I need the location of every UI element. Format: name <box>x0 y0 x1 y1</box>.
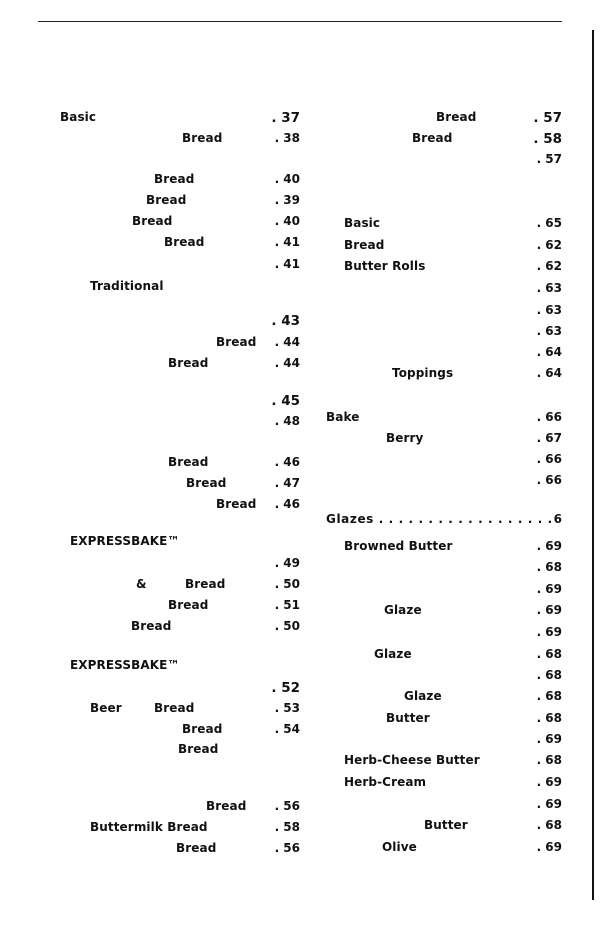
index-page-number: . 54 <box>274 722 300 736</box>
index-page-number: . 69 <box>536 840 562 854</box>
index-entry-label: Bread <box>154 172 195 186</box>
index-page-number: . 69 <box>536 797 562 811</box>
index-entry-label: Olive <box>382 840 417 854</box>
index-entry <box>326 303 562 323</box>
index-entry <box>326 775 562 795</box>
index-page-number: . 58 <box>274 820 300 834</box>
index-entry-label: Butter Rolls <box>344 259 426 273</box>
index-page-number: . 68 <box>536 647 562 661</box>
index-entry <box>38 356 300 376</box>
index-entry <box>326 711 562 731</box>
index-entry <box>326 625 562 645</box>
index-page-number: . 65 <box>536 216 562 230</box>
index-entry <box>38 820 300 840</box>
index-entry-label: Bread <box>176 841 217 855</box>
top-rule <box>38 21 562 22</box>
index-entry-glazes <box>326 512 562 532</box>
index-page-number: . 46 <box>274 497 300 511</box>
index-page-number: . 44 <box>274 335 300 349</box>
index-entry <box>326 259 562 279</box>
index-entry <box>38 534 300 554</box>
index-entry <box>326 818 562 838</box>
index-page-number: . 64 <box>536 366 562 380</box>
index-entry <box>326 216 562 236</box>
index-entry <box>38 279 300 299</box>
index-entry <box>326 238 562 258</box>
index-entry <box>38 235 300 255</box>
index-entry <box>38 257 300 277</box>
index-entry-label: EXPRESSBAKE™ <box>70 658 180 672</box>
index-entry <box>38 476 300 496</box>
index-entry-label: Bread <box>131 619 172 633</box>
index-entry <box>326 110 562 130</box>
index-entry <box>38 658 300 678</box>
index-entry-label: Bread <box>146 193 187 207</box>
index-entry <box>326 452 562 472</box>
index-page-number: . 41 <box>274 235 300 249</box>
index-page-number: . 38 <box>274 131 300 145</box>
index-entry-label: Bake <box>326 410 360 424</box>
right-margin-rule <box>592 30 594 900</box>
index-entry <box>326 560 562 580</box>
index-entry-label: Bread <box>178 742 219 756</box>
index-entry-label: Beer <box>90 701 122 715</box>
index-entry-label: Bread <box>154 701 195 715</box>
index-page-number: . 68 <box>536 818 562 832</box>
index-page-number: . 69 <box>536 539 562 553</box>
index-page-number: . 66 <box>536 452 562 466</box>
index-entry <box>326 668 562 688</box>
index-page-number: . 69 <box>536 603 562 617</box>
index-entry <box>326 797 562 817</box>
index-page-number: . 63 <box>536 324 562 338</box>
index-entry-label: Bread <box>164 235 205 249</box>
index-entry <box>38 577 300 597</box>
index-page-number: . 56 <box>274 799 300 813</box>
index-page-number: . 69 <box>536 625 562 639</box>
index-entry-label: Bread <box>216 335 257 349</box>
index-page-number: . 39 <box>274 193 300 207</box>
index-entry-label: Browned Butter <box>344 539 453 553</box>
index-entry <box>38 598 300 618</box>
index-entry <box>326 689 562 709</box>
index-entry <box>326 582 562 602</box>
index-entry <box>38 172 300 192</box>
index-entry <box>326 131 562 151</box>
index-entry-label: Bread <box>185 577 226 591</box>
index-entry <box>326 366 562 386</box>
index-entry <box>326 603 562 623</box>
index-page-number: . 68 <box>536 711 562 725</box>
index-page-number: . 47 <box>274 476 300 490</box>
index-page-number: . 58 <box>533 131 562 147</box>
index-entry <box>38 131 300 151</box>
index-entry-label: Bread <box>168 598 209 612</box>
index-entry <box>38 110 300 130</box>
index-entry <box>38 497 300 517</box>
index-page-number: . 66 <box>536 410 562 424</box>
index-entry <box>326 324 562 344</box>
index-entry-label: Bread <box>216 497 257 511</box>
index-entry <box>38 680 300 700</box>
index-page-number: . 62 <box>536 238 562 252</box>
index-entry-label: & <box>136 577 147 591</box>
index-entry <box>38 722 300 742</box>
index-entry-label: Butter <box>424 818 468 832</box>
index-entry <box>38 556 300 576</box>
index-entry <box>326 152 562 172</box>
index-entry-label: Herb-Cheese Butter <box>344 753 480 767</box>
index-page-number: . 53 <box>274 701 300 715</box>
index-entry <box>326 281 562 301</box>
index-page-number: . 52 <box>271 680 300 696</box>
index-entry <box>38 799 300 819</box>
index-page-number: . 57 <box>533 110 562 126</box>
index-entry-label: Glaze <box>404 689 442 703</box>
index-entry-label: Butter <box>386 711 430 725</box>
index-entry <box>38 193 300 213</box>
index-entry-label: Herb-Cream <box>344 775 427 789</box>
index-page-number: . 50 <box>274 619 300 633</box>
index-page-number: . 45 <box>271 393 300 409</box>
index-entry-label: Traditional <box>90 279 164 293</box>
index-entry <box>38 701 300 721</box>
index-entry <box>326 431 562 451</box>
index-entry-label: Bread <box>436 110 477 124</box>
index-entry <box>38 414 300 434</box>
index-entry <box>38 742 300 762</box>
index-page-number: . 40 <box>274 214 300 228</box>
index-page-number: . 49 <box>274 556 300 570</box>
index-page-number: . 69 <box>536 582 562 596</box>
index-entry-label: Glaze <box>384 603 422 617</box>
index-page-number: . 44 <box>274 356 300 370</box>
index-entry <box>326 410 562 430</box>
index-page-number: . 68 <box>536 560 562 574</box>
index-page-number: . 69 <box>536 775 562 789</box>
index-entry <box>326 539 562 559</box>
index-entry <box>326 753 562 773</box>
index-entry-label: Basic <box>60 110 97 124</box>
index-entry-label: Bread <box>182 722 223 736</box>
index-entry-label: Bread <box>168 455 209 469</box>
index-entry-label: Bread <box>412 131 453 145</box>
index-entry-label: Basic <box>344 216 381 230</box>
index-entry <box>38 455 300 475</box>
index-entry <box>326 840 562 860</box>
index-entry <box>38 214 300 234</box>
index-entry-label: Bread <box>206 799 247 813</box>
index-page-number: . 50 <box>274 577 300 591</box>
index-entry <box>38 841 300 861</box>
index-page-number: . 63 <box>536 303 562 317</box>
index-entry <box>38 619 300 639</box>
index-entry-label: Glaze <box>374 647 412 661</box>
index-page-number: . 40 <box>274 172 300 186</box>
index-entry-label: Bread <box>186 476 227 490</box>
index-entry-label: EXPRESSBAKE™ <box>70 534 180 548</box>
index-page-number: . 41 <box>274 257 300 271</box>
index-page-number: . 46 <box>274 455 300 469</box>
index-page-number: . 67 <box>536 431 562 445</box>
index-page-number: . 51 <box>274 598 300 612</box>
index-entry <box>38 313 300 333</box>
index-page-number: . 68 <box>536 689 562 703</box>
index-page-number: . 69 <box>536 732 562 746</box>
index-page-number: . 68 <box>536 668 562 682</box>
index-page-number: . 37 <box>271 110 300 126</box>
index-entry <box>326 345 562 365</box>
index-page-number: . 43 <box>271 313 300 329</box>
index-entry-label: Buttermilk Bread <box>90 820 208 834</box>
index-entry <box>326 647 562 667</box>
index-entry-label: Bread <box>132 214 173 228</box>
index-entry <box>326 473 562 493</box>
index-page-number: . 63 <box>536 281 562 295</box>
index-page-number: . 62 <box>536 259 562 273</box>
index-entry-label: Glazes . . . . . . . . . . . . . . . . . . <box>326 512 553 526</box>
index-entry-label: Toppings <box>392 366 454 380</box>
index-entry-label: Bread <box>182 131 223 145</box>
index-entry <box>326 732 562 752</box>
index-page-number: . 64 <box>536 345 562 359</box>
index-page-number: . 48 <box>274 414 300 428</box>
index-entry <box>38 393 300 413</box>
index-entry-label: Bread <box>344 238 385 252</box>
index-entry-label: Bread <box>168 356 209 370</box>
index-page-number: 6 <box>553 512 562 526</box>
index-entry-label: Berry <box>386 431 424 445</box>
index-entry <box>38 335 300 355</box>
index-page-number: . 57 <box>536 152 562 166</box>
index-page-number: . 56 <box>274 841 300 855</box>
index-page-number: . 68 <box>536 753 562 767</box>
index-page-number: . 66 <box>536 473 562 487</box>
